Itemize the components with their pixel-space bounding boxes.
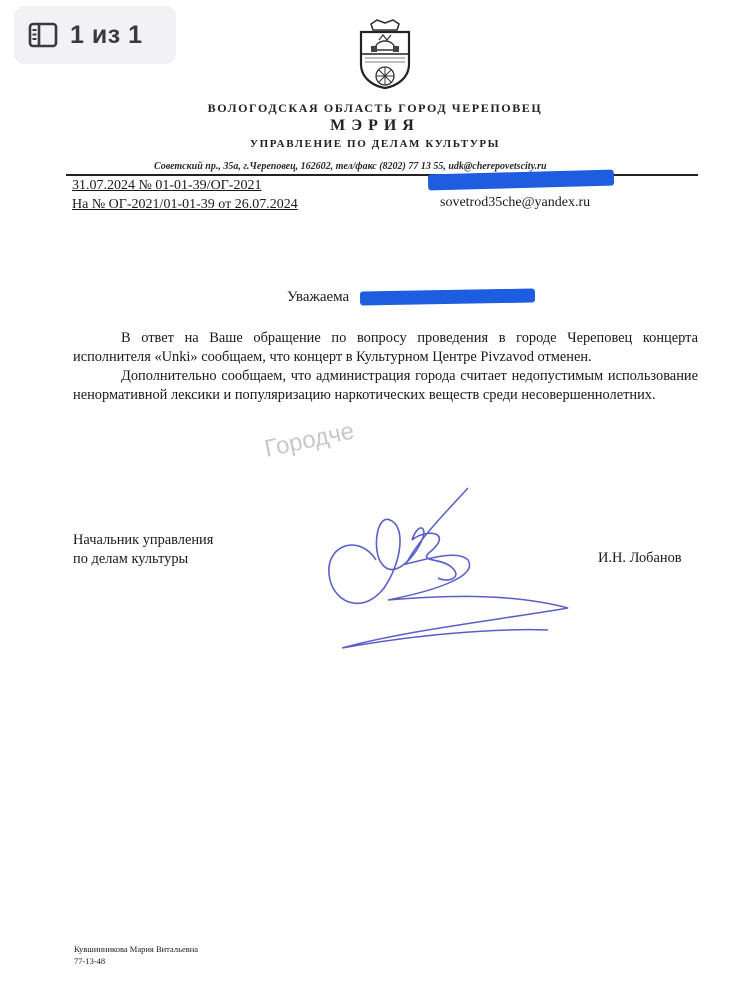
page-indicator-badge[interactable]	[14, 6, 176, 64]
signatory-title-line-2: по делам культуры	[73, 551, 189, 567]
org-title: МЭРИЯ	[330, 117, 420, 134]
signatory-title	[73, 531, 213, 569]
incoming-reference: На № ОГ-2021/01-01-39 от 26.07.2024	[72, 197, 298, 212]
department-line: УПРАВЛЕНИЕ ПО ДЕЛАМ КУЛЬТУРЫ	[249, 138, 501, 150]
watermark: Городче	[262, 417, 357, 463]
signatory-title-line-1: Начальник управления	[73, 532, 214, 548]
redacted-recipient-name	[428, 170, 614, 191]
paragraph-2: Дополнительно сообщаем, что администрация города считает недопустимым использование ненормативной лексики и популяризацию наркотических веществ среди несовершеннолетних.	[73, 368, 698, 403]
letter-body	[73, 329, 698, 405]
executor-phone: 77-13-48	[74, 956, 106, 966]
coat-of-arms-icon	[357, 18, 413, 90]
recipient-email: sovetrod35che@yandex.ru	[440, 195, 591, 210]
executor-name: Кувшинникова Мария Витальевна	[74, 944, 199, 954]
outgoing-reference: 31.07.2024 № 01-01-39/ОГ-2021	[72, 178, 262, 193]
redacted-addressee	[360, 288, 535, 305]
executor-info	[74, 943, 198, 967]
sidebar-icon[interactable]	[28, 22, 58, 48]
page-indicator-label: 1 из 1	[70, 20, 143, 49]
paragraph-1: В ответ на Ваше обращение по вопросу проведения в городе Череповец концерта исполнителя «Unki» сообщаем, что концерт в Культурном Центре Pivzavod отменен.	[73, 330, 698, 365]
handwritten-signature	[318, 480, 578, 650]
region-line: ВОЛОГОДСКАЯ ОБЛАСТЬ ГОРОД ЧЕРЕПОВЕЦ	[207, 101, 543, 115]
signatory-name: И.Н. Лобанов	[598, 550, 682, 566]
address-line: Советский пр., 35а, г.Череповец, 162602, тел/факс (8202) 77 13 55, udk@cherepovetscity.ru	[154, 161, 547, 172]
greeting: Уважаема	[287, 289, 350, 305]
